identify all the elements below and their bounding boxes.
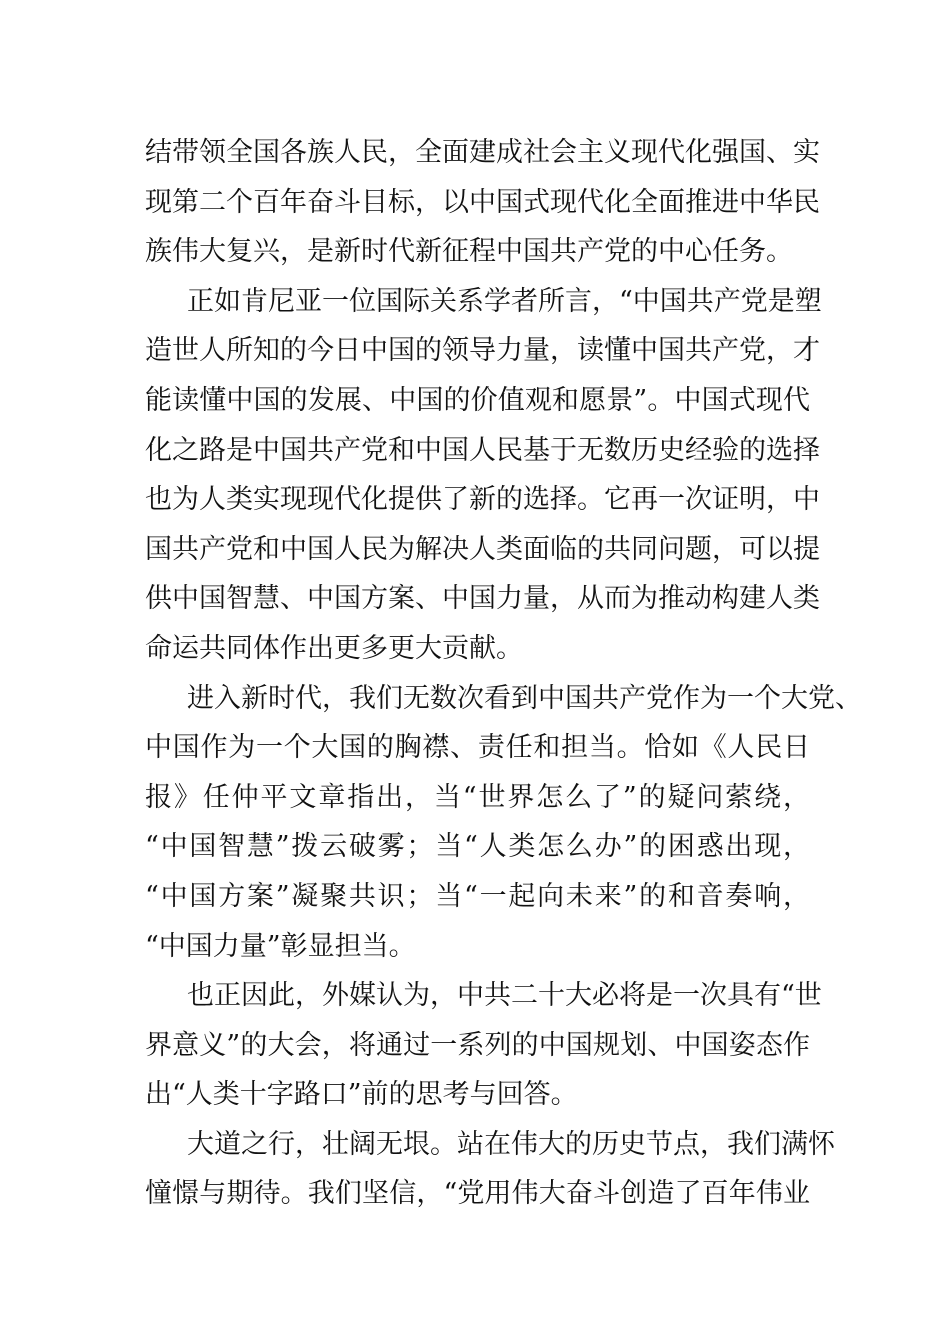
text-line: 界意义”的大会，将通过一系列的中国规划、中国姿态作 (145, 1029, 810, 1061)
text-line: 进入新时代，我们无数次看到中国共产党作为一个大党、 (187, 682, 862, 714)
text-line: 憧憬与期待。我们坚信，“党用伟大奋斗创造了百年伟业 (145, 1178, 810, 1210)
text-line: 能读懂中国的发展、中国的价值观和愿景”。中国式现代 (145, 384, 810, 416)
text-line: 结带领全国各族人民，全面建成社会主义现代化强国、实 (145, 137, 820, 168)
text-line: 报》任仲平文章指出，当“世界怎么了”的疑问萦绕， (145, 781, 810, 813)
text-line: 出“人类十字路口”前的思考与回答。 (145, 1079, 578, 1111)
text-line: “中国方案”凝聚共识；当“一起向未来”的和音奏响， (145, 880, 810, 912)
text-line: 供中国智慧、中国方案、中国力量，从而为推动构建人类 (145, 583, 820, 615)
body-text (145, 128, 862, 1219)
text-line: “中国力量”彰显担当。 (145, 930, 416, 962)
text-line: 也正因此，外媒认为，中共二十大必将是一次具有“世 (187, 980, 822, 1012)
text-line: 现第二个百年奋斗目标，以中国式现代化全面推进中华民 (145, 186, 820, 218)
text-line: 命运共同体作出更多更大贡献。 (145, 632, 523, 664)
text-line: 造世人所知的今日中国的领导力量，读懂中国共产党，才 (145, 335, 820, 367)
text-line: 中国作为一个大国的胸襟、责任和担当。恰如《人民日 (145, 732, 810, 764)
text-line: 化之路是中国共产党和中国人民基于无数历史经验的选择 (145, 434, 820, 466)
text-line: “中国智慧”拨云破雾；当“人类怎么办”的困惑出现， (145, 831, 810, 863)
text-line: 族伟大复兴，是新时代新征程中国共产党的中心任务。 (145, 236, 793, 268)
text-line: 大道之行，壮阔无垠。站在伟大的历史节点，我们满怀 (187, 1128, 835, 1160)
text-line: 国共产党和中国人民为解决人类面临的共同问题，可以提 (145, 533, 820, 565)
text-line: 正如肯尼亚一位国际关系学者所言，“中国共产党是塑 (187, 285, 822, 317)
text-line: 也为人类实现现代化提供了新的选择。它再一次证明，中 (145, 484, 820, 516)
